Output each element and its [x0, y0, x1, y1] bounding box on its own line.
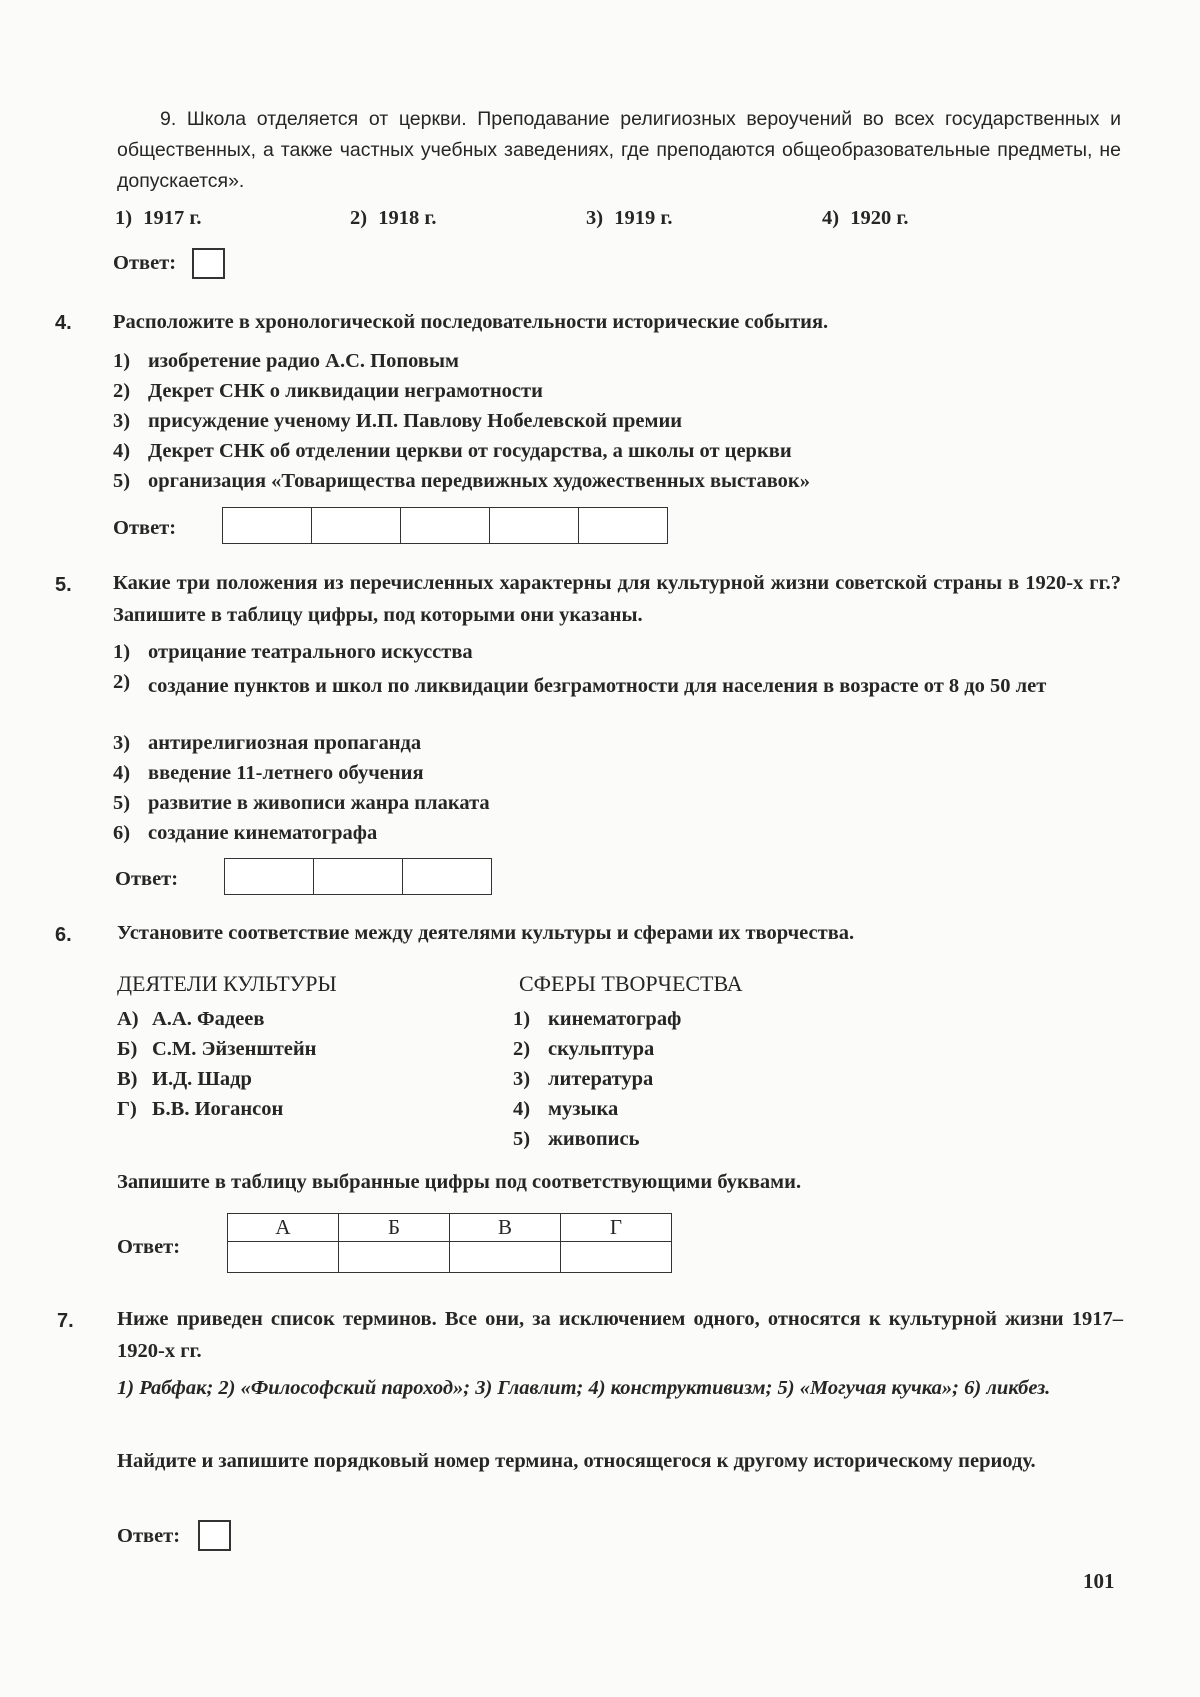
item-text: А.А. Фадеев [152, 1008, 265, 1030]
q6-right-header: СФЕРЫ ТВОРЧЕСТВА [519, 971, 743, 996]
q6-right-item-3 [513, 1068, 653, 1091]
q5-item-3 [113, 732, 421, 755]
item-text: развитие в живописи жанра плаката [148, 792, 490, 814]
q6-left-item-1 [117, 1008, 264, 1031]
option-number: 1) [115, 207, 133, 229]
answer-cell[interactable] [403, 859, 492, 895]
q6-left-item-2 [117, 1038, 317, 1061]
answer-cell[interactable] [228, 1242, 339, 1273]
item-number: 3) [113, 732, 131, 754]
option-number: 4) [822, 207, 840, 229]
item-text: И.Д. Шадр [152, 1068, 252, 1090]
item-number: 2) [113, 380, 131, 402]
item-text: изобретение радио А.С. Поповым [148, 350, 459, 372]
q5-item-1 [113, 641, 473, 664]
q6-left-item-3 [117, 1068, 252, 1091]
answer-column-header: В [450, 1214, 561, 1242]
q6-right-item-5 [513, 1128, 639, 1151]
q7-answer-label: Ответ: [117, 1525, 181, 1547]
q5-item-4 [113, 762, 424, 785]
item-number: 1) [113, 641, 131, 663]
intro-option-4 [822, 207, 908, 230]
q6-left-item-4 [117, 1098, 283, 1121]
q6-right-item-2 [513, 1038, 654, 1061]
answer-cell[interactable] [561, 1242, 672, 1273]
item-number: 1) [113, 350, 131, 372]
item-number: 2) [113, 671, 131, 693]
answer-cell[interactable] [401, 508, 490, 544]
intro-text: 9. Школа отделяется от церкви. Преподавание религиозных вероучений во всех государственных и общественных, а также частных учебных заведениях, где преподаются общеобразовательные предметы, не допускается». [117, 108, 1121, 192]
q7-terms: 1) Рабфак; 2) «Философский пароход»; 3) Главлит; 4) конструктивизм; 5) «Могучая кучка»; 6) ликбез. [117, 1377, 1051, 1399]
item-text: Декрет СНК об отделении церкви от государства, а школы от церкви [148, 440, 792, 462]
item-number: 3) [513, 1068, 531, 1090]
item-text: организация «Товарищества передвижных художественных выставок» [148, 470, 810, 492]
item-number: 5) [113, 470, 131, 492]
option-text: 1920 г. [850, 207, 909, 229]
item-letter: В) [117, 1068, 138, 1090]
q6-instruction: Запишите в таблицу выбранные цифры под соответствующими буквами. [117, 1171, 802, 1193]
q6-left-header: ДЕЯТЕЛИ КУЛЬТУРЫ [117, 971, 337, 996]
answer-cell[interactable] [450, 1242, 561, 1273]
q7-answer-box[interactable] [198, 1520, 231, 1551]
answer-column-header: А [228, 1214, 339, 1242]
page-number: 101 [1083, 1569, 1115, 1593]
q5-answer-table [224, 858, 492, 895]
item-number: 5) [113, 792, 131, 814]
option-text: 1919 г. [614, 207, 673, 229]
q6-answer-label: Ответ: [117, 1236, 181, 1258]
answer-cell[interactable] [339, 1242, 450, 1273]
q7-instruction: Найдите и запишите порядковый номер термина, относящегося к другому историческому периоду. [117, 1450, 1036, 1472]
item-text: литература [548, 1068, 654, 1090]
q4-item-3 [113, 410, 682, 433]
item-text: С.М. Эйзенштейн [152, 1038, 317, 1060]
item-number: 2) [513, 1038, 531, 1060]
item-letter: А) [117, 1008, 139, 1030]
q6-right-item-4 [513, 1098, 618, 1121]
item-number: 4) [513, 1098, 531, 1120]
item-text: скульптура [548, 1038, 655, 1060]
item-number: 4) [113, 440, 131, 462]
answer-cell[interactable] [312, 508, 401, 544]
intro-answer-box[interactable] [192, 248, 225, 279]
item-text: Б.В. Иогансон [152, 1098, 284, 1120]
q4-item-5 [113, 470, 810, 493]
item-number: 4) [113, 762, 131, 784]
answer-column-header: Г [561, 1214, 672, 1242]
item-text: антирелигиозная пропаганда [148, 732, 422, 754]
q5-item-6 [113, 822, 377, 845]
item-text: живопись [548, 1128, 640, 1150]
answer-cell[interactable] [223, 508, 312, 544]
q5-number: 5. [55, 574, 72, 596]
item-number: 6) [113, 822, 131, 844]
item-text: кинематограф [548, 1008, 682, 1030]
q6-number: 6. [55, 924, 72, 946]
q4-item-2 [113, 380, 543, 403]
item-letter: Г) [117, 1098, 137, 1120]
item-number: 5) [513, 1128, 531, 1150]
item-text: введение 11-летнего обучения [148, 762, 424, 784]
item-text: отрицание театрального искусства [148, 641, 473, 663]
item-number: 3) [113, 410, 131, 432]
answer-cell[interactable] [225, 859, 314, 895]
answer-cell[interactable] [579, 508, 668, 544]
q4-answer-label: Ответ: [113, 517, 177, 539]
answer-cell[interactable] [314, 859, 403, 895]
option-text: 1917 г. [143, 207, 202, 229]
answer-column-header: Б [339, 1214, 450, 1242]
q7-question: Ниже приведен список терминов. Все они, за исключением одного, относятся к культурной жизни 1917–1920-х гг. [117, 1308, 1123, 1362]
item-text: присуждение ученому И.П. Павлову Нобелевской премии [148, 410, 683, 432]
intro-option-1 [115, 207, 201, 230]
option-number: 2) [350, 207, 368, 229]
q5-question: Какие три положения из перечисленных характерны для культурной жизни советской страны в 1920-х гг.? Запишите в таблицу цифры, под которыми они указаны. [113, 572, 1121, 626]
item-number: 1) [513, 1008, 531, 1030]
item-text: создание кинематографа [148, 822, 378, 844]
q4-answer-table [222, 507, 668, 544]
q4-question: Расположите в хронологической последовательности исторические события. [113, 311, 829, 333]
q4-item-1 [113, 350, 459, 373]
item-text: создание пунктов и школ по ликвидации безграмотности для населения в возрасте от 8 до 50 лет [148, 675, 1047, 697]
answer-cell[interactable] [490, 508, 579, 544]
q6-right-item-1 [513, 1008, 681, 1031]
item-letter: Б) [117, 1038, 138, 1060]
item-text: музыка [548, 1098, 619, 1120]
q5-answer-label: Ответ: [115, 868, 179, 890]
option-number: 3) [586, 207, 604, 229]
q5-item-5 [113, 792, 490, 815]
intro-option-3 [586, 207, 672, 230]
intro-answer-label: Ответ: [113, 252, 177, 274]
q7-number: 7. [57, 1310, 74, 1332]
q4-item-4 [113, 440, 792, 463]
item-text: Декрет СНК о ликвидации неграмотности [148, 380, 543, 402]
q6-question: Установите соответствие между деятелями культуры и сферами их творчества. [117, 922, 855, 944]
q4-number: 4. [55, 312, 72, 334]
option-text: 1918 г. [378, 207, 437, 229]
intro-option-2 [350, 207, 436, 230]
q5-item-2 [113, 671, 1123, 701]
q6-answer-table [227, 1213, 672, 1273]
